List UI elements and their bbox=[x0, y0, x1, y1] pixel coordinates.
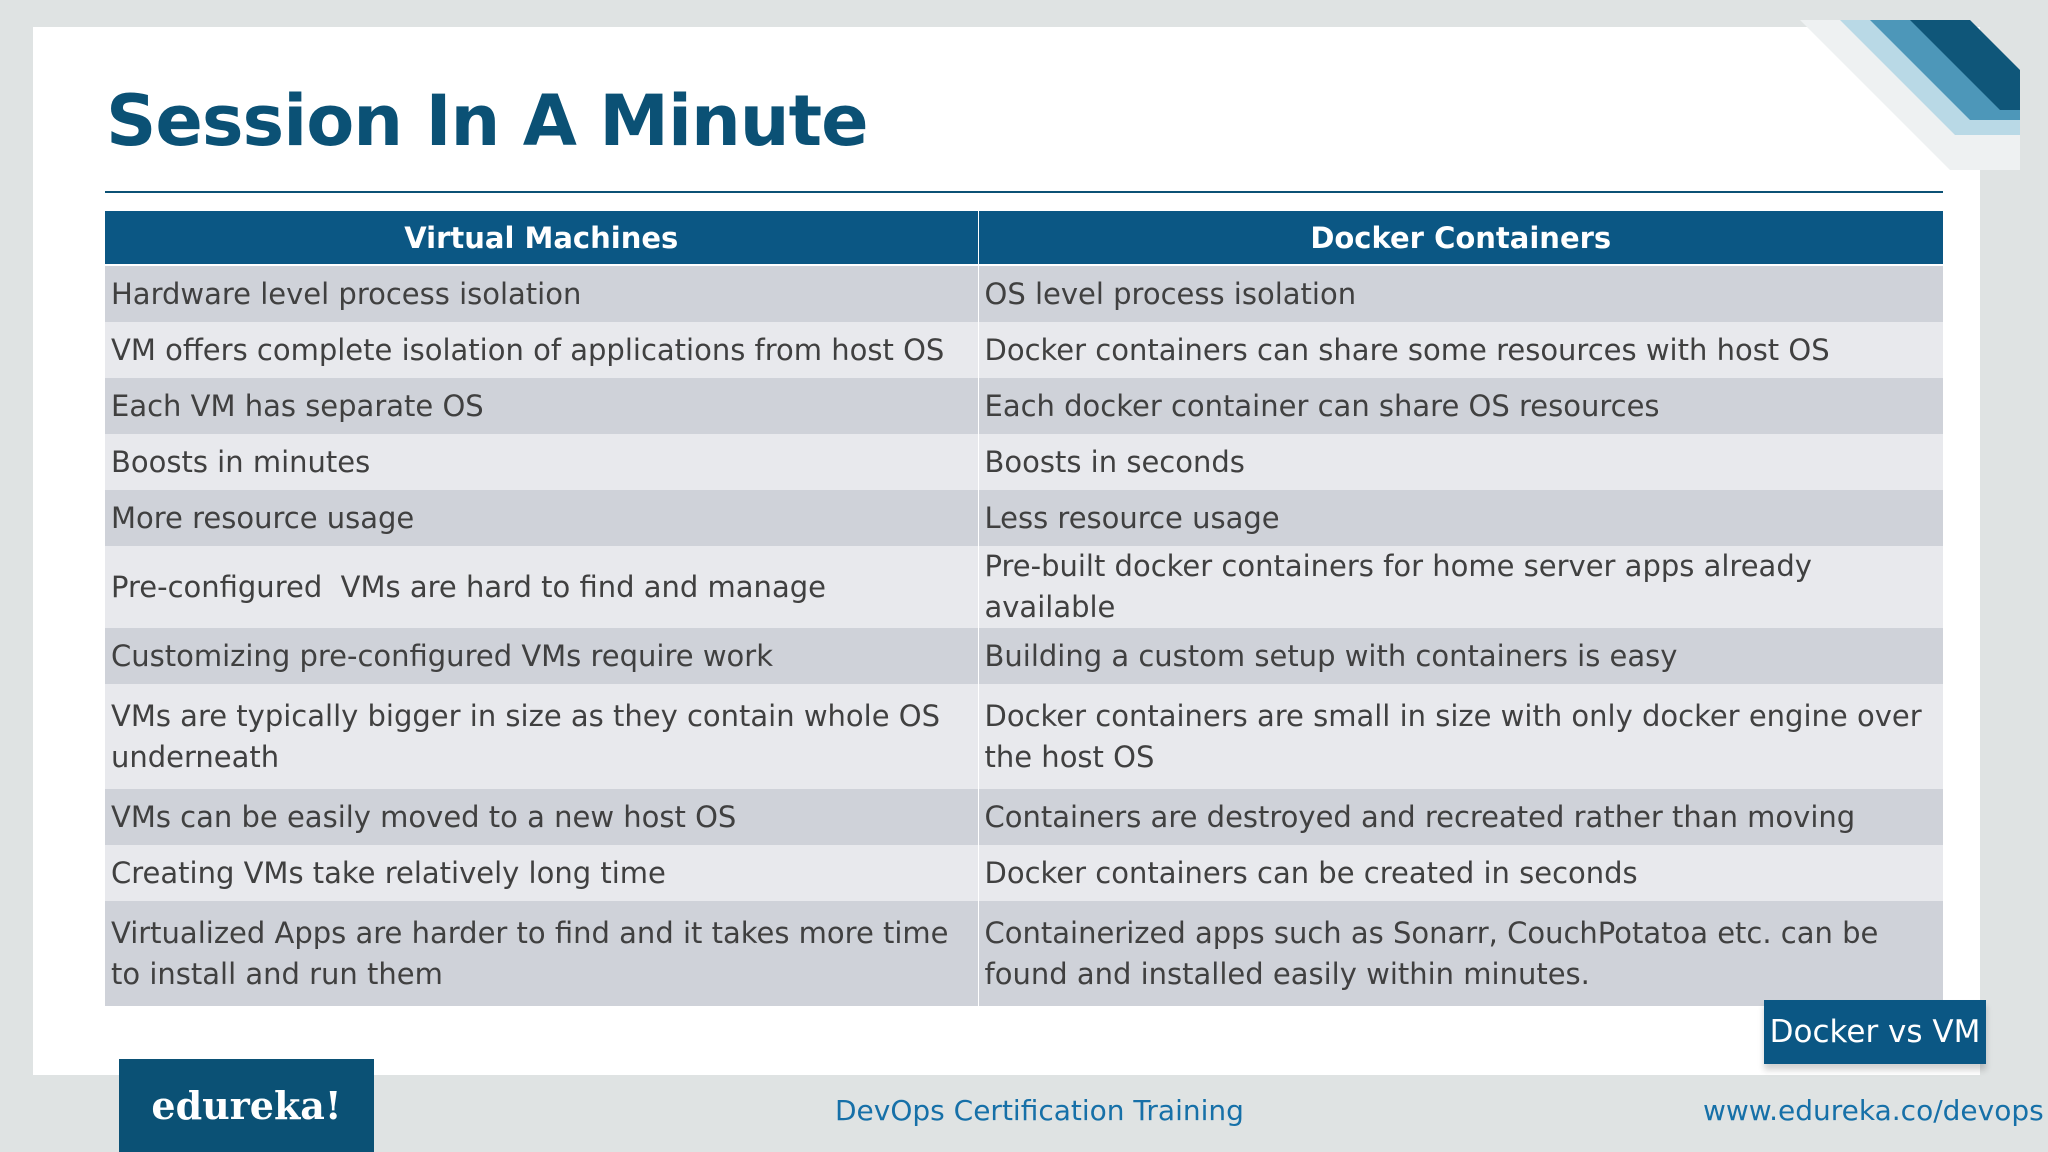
table-header-row bbox=[105, 211, 1943, 265]
table-cell-vm: VM offers complete isolation of applications from host OS bbox=[105, 322, 978, 378]
title-divider bbox=[105, 191, 1943, 193]
table-row bbox=[105, 901, 1943, 1006]
course-title: DevOps Certification Training bbox=[835, 1094, 1244, 1127]
website-link[interactable]: www.edureka.co/devops bbox=[1703, 1094, 2044, 1127]
table-row bbox=[105, 628, 1943, 684]
table-row bbox=[105, 684, 1943, 789]
table-cell-vm: VMs are typically bigger in size as they contain whole OS underneath bbox=[105, 684, 978, 789]
corner-decoration-icon bbox=[1800, 20, 2020, 170]
table-cell-docker: Docker containers can be created in seconds bbox=[978, 845, 1943, 901]
topic-badge: Docker vs VM bbox=[1764, 1000, 1986, 1064]
table-cell-docker: Boosts in seconds bbox=[978, 434, 1943, 490]
table-cell-vm: Boosts in minutes bbox=[105, 434, 978, 490]
table-cell-docker: OS level process isolation bbox=[978, 265, 1943, 322]
table-cell-docker: Containers are destroyed and recreated rather than moving bbox=[978, 789, 1943, 845]
column-header-docker: Docker Containers bbox=[978, 211, 1943, 265]
table-row bbox=[105, 265, 1943, 322]
table-cell-vm: Customizing pre-configured VMs require work bbox=[105, 628, 978, 684]
table-row bbox=[105, 378, 1943, 434]
table-row bbox=[105, 322, 1943, 378]
table-row bbox=[105, 434, 1943, 490]
table-cell-docker: Docker containers are small in size with only docker engine over the host OS bbox=[978, 684, 1943, 789]
table-row bbox=[105, 490, 1943, 546]
table-cell-docker: Containerized apps such as Sonarr, CouchPotatoa etc. can be found and installed easily within minutes. bbox=[978, 901, 1943, 1006]
table-cell-docker: Docker containers can share some resources with host OS bbox=[978, 322, 1943, 378]
table-cell-vm: Pre-configured VMs are hard to find and manage bbox=[105, 546, 978, 628]
table-cell-docker: Pre-built docker containers for home server apps already available bbox=[978, 546, 1943, 628]
table-cell-docker: Each docker container can share OS resources bbox=[978, 378, 1943, 434]
table-cell-docker: Building a custom setup with containers is easy bbox=[978, 628, 1943, 684]
edureka-logo: edureka! bbox=[119, 1059, 374, 1152]
page-title: Session In A Minute bbox=[106, 80, 868, 162]
table-row bbox=[105, 845, 1943, 901]
table-cell-vm: Hardware level process isolation bbox=[105, 265, 978, 322]
table-cell-vm: Creating VMs take relatively long time bbox=[105, 845, 978, 901]
comparison-table bbox=[105, 211, 1943, 1006]
table-cell-vm: More resource usage bbox=[105, 490, 978, 546]
table-row bbox=[105, 546, 1943, 628]
table-cell-vm: VMs can be easily moved to a new host OS bbox=[105, 789, 978, 845]
table-row bbox=[105, 789, 1943, 845]
column-header-vm: Virtual Machines bbox=[105, 211, 978, 265]
table-cell-vm: Virtualized Apps are harder to find and it takes more time to install and run them bbox=[105, 901, 978, 1006]
table-cell-docker: Less resource usage bbox=[978, 490, 1943, 546]
table-cell-vm: Each VM has separate OS bbox=[105, 378, 978, 434]
